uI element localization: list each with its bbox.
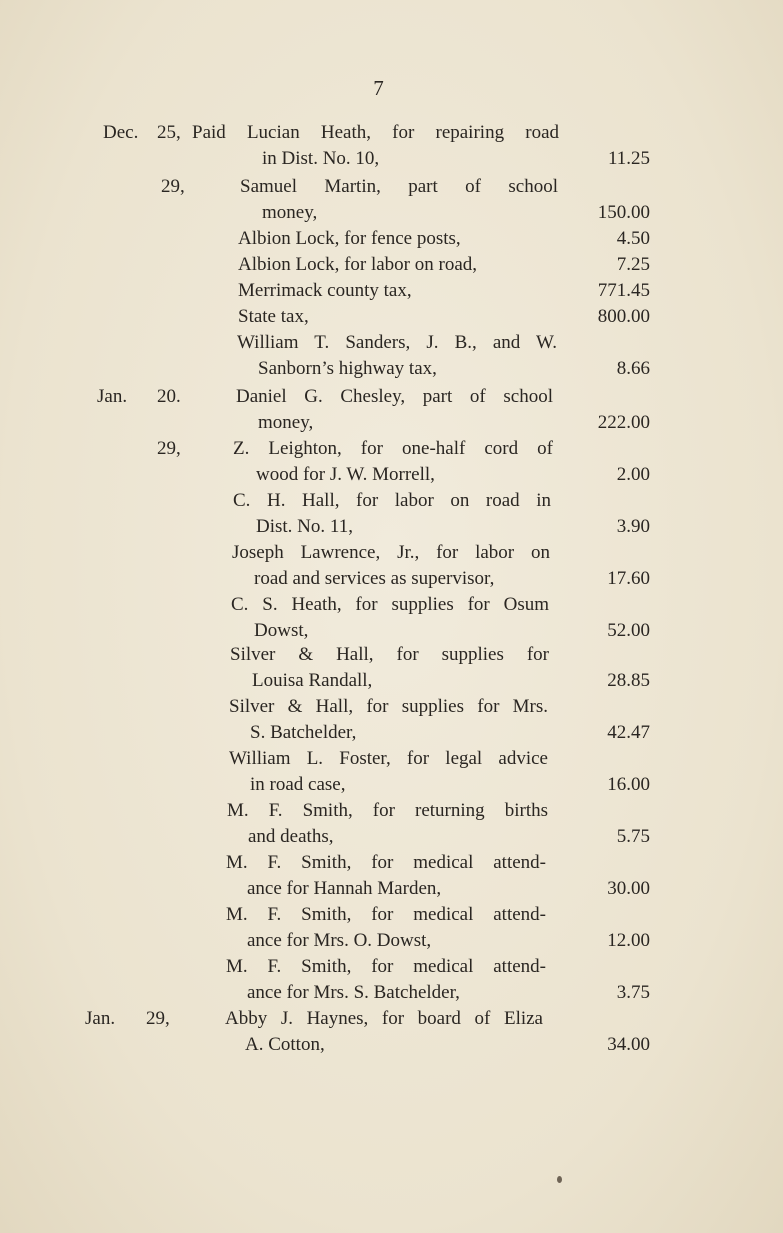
- entry-first-line: [0, 902, 783, 928]
- entry-first-line: [0, 798, 783, 824]
- entry-continuation-line: [0, 618, 783, 644]
- entry-month: Jan.: [85, 1008, 116, 1029]
- ledger-entry: [0, 174, 783, 226]
- entry-description: in road case,: [250, 774, 346, 795]
- entry-amount: 5.75: [616, 826, 650, 847]
- entry-description: Silver & Hall, for supplies for: [230, 644, 549, 665]
- ledger-entry: [0, 850, 783, 902]
- entry-description: M. F. Smith, for returning births: [227, 800, 548, 821]
- entry-day: 29,: [161, 176, 185, 197]
- entry-first-line: [0, 252, 783, 278]
- entry-continuation-line: [0, 462, 783, 488]
- entry-first-line: [0, 694, 783, 720]
- entry-description: Sanborn’s highway tax,: [258, 358, 437, 379]
- entry-first-line: [0, 488, 783, 514]
- entry-description: C. S. Heath, for supplies for Osum: [231, 594, 549, 615]
- ledger-entry: [0, 642, 783, 694]
- entry-amount: 11.25: [607, 148, 650, 169]
- entry-description: M. F. Smith, for medical attend-: [226, 904, 546, 925]
- entry-continuation-line: [0, 876, 783, 902]
- entry-amount: 17.60: [607, 568, 650, 589]
- entry-continuation-line: [0, 824, 783, 850]
- entry-description: Samuel Martin, part of school: [240, 176, 558, 197]
- entry-description: William L. Foster, for legal advice: [229, 748, 548, 769]
- entry-description: ance for Mrs. O. Dowst,: [247, 930, 432, 951]
- entry-continuation-line: [0, 200, 783, 226]
- paper-speck: [557, 1176, 562, 1183]
- entry-description: M. F. Smith, for medical attend-: [226, 956, 546, 977]
- entry-first-line: [0, 384, 783, 410]
- entry-amount: 42.47: [607, 722, 650, 743]
- entry-continuation-line: [0, 410, 783, 436]
- entry-amount: 30.00: [607, 878, 650, 899]
- entry-first-line: [0, 850, 783, 876]
- ledger-entry: [0, 488, 783, 540]
- entry-month: Jan.: [97, 386, 128, 407]
- entry-description: Albion Lock, for fence posts,: [238, 228, 461, 249]
- entry-description: money,: [262, 202, 318, 223]
- entry-description: Paid Lucian Heath, for repairing road: [192, 122, 559, 143]
- ledger-entry: [0, 1006, 783, 1058]
- entry-description: ance for Mrs. S. Batchelder,: [247, 982, 460, 1003]
- entry-amount: 34.00: [607, 1034, 650, 1055]
- entry-amount: 28.85: [607, 670, 650, 691]
- entry-first-line: [0, 278, 783, 304]
- entry-description: money,: [258, 412, 314, 433]
- entry-continuation-line: [0, 928, 783, 954]
- entry-continuation-line: [0, 146, 783, 172]
- ledger-entry: [0, 694, 783, 746]
- entry-description: Louisa Randall,: [252, 670, 373, 691]
- entry-first-line: [0, 226, 783, 252]
- entry-amount: 16.00: [607, 774, 650, 795]
- entry-first-line: [0, 746, 783, 772]
- ledger-entry: [0, 592, 783, 644]
- ledger-entry: [0, 330, 783, 382]
- entry-description: road and services as supervisor,: [254, 568, 495, 589]
- page-number: 7: [373, 76, 384, 100]
- entry-amount: 2.00: [616, 464, 650, 485]
- entry-first-line: [0, 1006, 783, 1032]
- entry-amount: 7.25: [616, 254, 650, 275]
- entry-amount: 52.00: [607, 620, 650, 641]
- entry-continuation-line: [0, 772, 783, 798]
- entry-description: Silver & Hall, for supplies for Mrs.: [229, 696, 548, 717]
- ledger-entry: [0, 798, 783, 850]
- entry-description: wood for J. W. Morrell,: [256, 464, 435, 485]
- entry-amount: 3.90: [616, 516, 650, 537]
- entry-description: State tax,: [238, 306, 309, 327]
- ledger-entry: [0, 540, 783, 592]
- entry-amount: 3.75: [616, 982, 650, 1003]
- entry-description: William T. Sanders, J. B., and W.: [237, 332, 557, 353]
- entry-first-line: [0, 120, 783, 146]
- ledger-entry: [0, 902, 783, 954]
- entry-amount: 4.50: [616, 228, 650, 249]
- entry-amount: 12.00: [607, 930, 650, 951]
- entry-continuation-line: [0, 668, 783, 694]
- entry-continuation-line: [0, 720, 783, 746]
- entry-description: Z. Leighton, for one-half cord of: [233, 438, 553, 459]
- entry-description: Abby J. Haynes, for board of Eliza: [225, 1008, 543, 1029]
- entry-first-line: [0, 436, 783, 462]
- entry-description: Merrimack county tax,: [238, 280, 412, 301]
- entry-amount: 222.00: [597, 412, 650, 433]
- ledger-entry: [0, 304, 783, 330]
- entry-month: Dec.: [103, 122, 139, 143]
- entry-first-line: [0, 540, 783, 566]
- entry-continuation-line: [0, 514, 783, 540]
- ledger-entry: [0, 252, 783, 278]
- entry-day: 29,: [146, 1008, 170, 1029]
- entry-day: 20.: [157, 386, 181, 407]
- entry-first-line: [0, 642, 783, 668]
- entry-description: C. H. Hall, for labor on road in: [233, 490, 551, 511]
- ledger-entry: [0, 746, 783, 798]
- entry-day: 29,: [157, 438, 181, 459]
- entry-description: Dist. No. 11,: [256, 516, 353, 537]
- entry-description: M. F. Smith, for medical attend-: [226, 852, 546, 873]
- entry-description: Albion Lock, for labor on road,: [238, 254, 478, 275]
- entry-amount: 150.00: [597, 202, 650, 223]
- entry-description: A. Cotton,: [245, 1034, 325, 1055]
- ledger-entry: [0, 278, 783, 304]
- entry-description: ance for Hannah Marden,: [247, 878, 442, 899]
- entry-first-line: [0, 174, 783, 200]
- entry-first-line: [0, 304, 783, 330]
- entry-description: S. Batchelder,: [250, 722, 357, 743]
- ledger-entry: [0, 226, 783, 252]
- entry-continuation-line: [0, 566, 783, 592]
- entry-continuation-line: [0, 1032, 783, 1058]
- entry-first-line: [0, 330, 783, 356]
- entry-continuation-line: [0, 980, 783, 1006]
- entry-description: and deaths,: [248, 826, 334, 847]
- entry-day: 25,: [157, 122, 181, 143]
- entry-amount: 800.00: [597, 306, 650, 327]
- entry-first-line: [0, 592, 783, 618]
- entry-continuation-line: [0, 356, 783, 382]
- entry-description: Daniel G. Chesley, part of school: [236, 386, 553, 407]
- entry-amount: 771.45: [597, 280, 650, 301]
- entry-description: in Dist. No. 10,: [262, 148, 380, 169]
- ledger-entry: [0, 954, 783, 1006]
- entry-description: Joseph Lawrence, Jr., for labor on: [232, 542, 550, 563]
- entry-amount: 8.66: [616, 358, 650, 379]
- ledger-entry: [0, 436, 783, 488]
- ledger-entry: [0, 384, 783, 436]
- entry-first-line: [0, 954, 783, 980]
- entry-description: Dowst,: [254, 620, 309, 641]
- ledger-entry: [0, 120, 783, 172]
